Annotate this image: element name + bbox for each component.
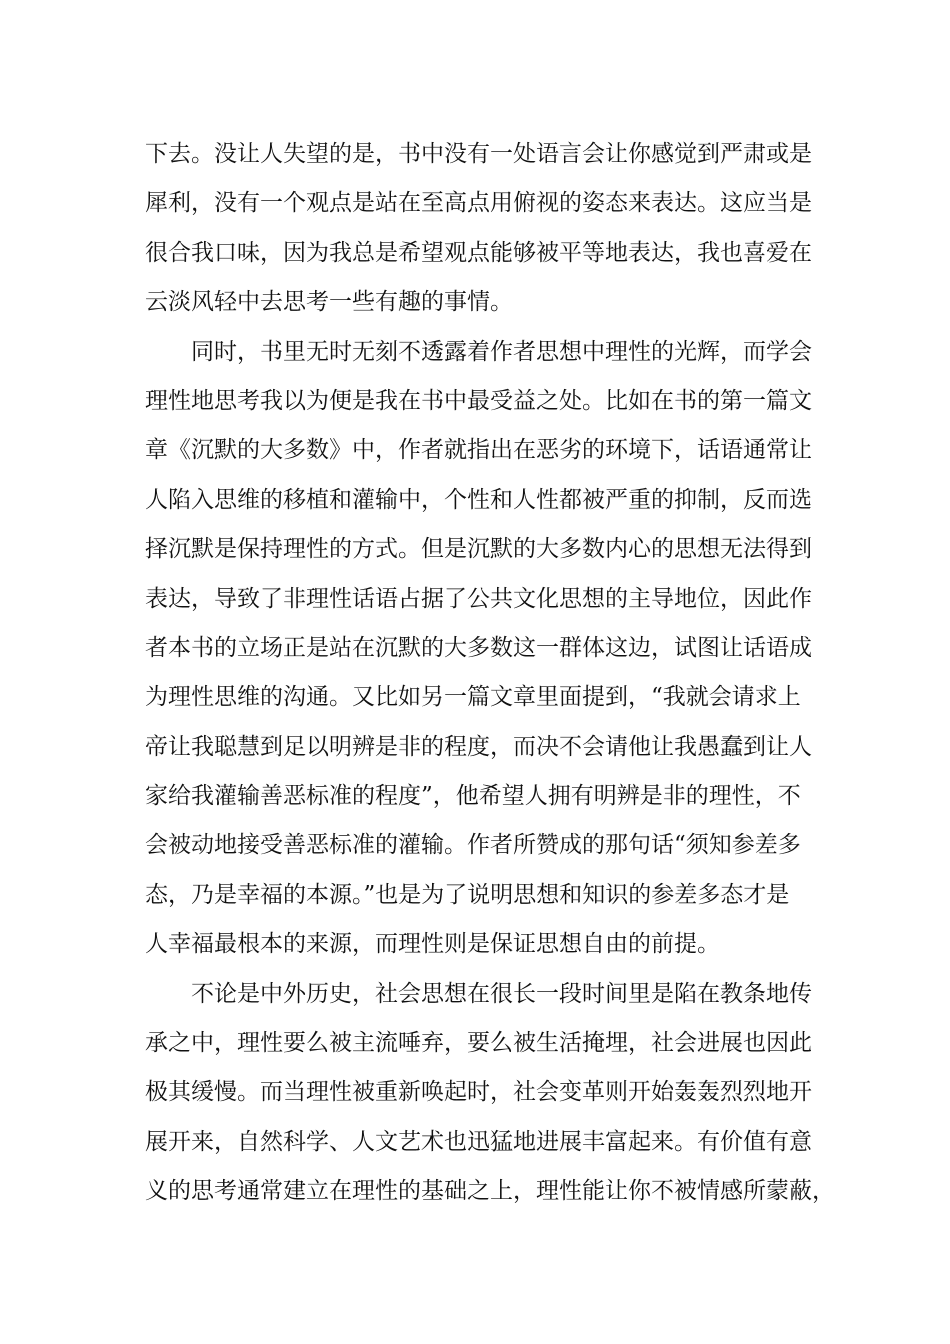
- text-line: 义的思考通常建立在理性的基础之上，理性能让你不被情感所蒙蔽，: [145, 1178, 835, 1205]
- text-line: 会被动地接受善恶标准的灌输。作者所赞成的那句话“须知参差多: [145, 832, 801, 859]
- text-line: 不论是中外历史，社会思想在很长一段时间里是陷在教条地传: [145, 980, 812, 1007]
- paragraph-2: [145, 328, 810, 970]
- text-line: 承之中，理性要么被主流唾弃，要么被生活掩埋，社会进展也因此: [145, 1030, 812, 1057]
- text-line: 人陷入思维的移植和灌输中，个性和人性都被严重的抑制，反而选: [145, 486, 812, 513]
- text-line: 很合我口味，因为我总是希望观点能够被平等地表达，我也喜爱在: [145, 239, 812, 266]
- text-line: 家给我灌输善恶标准的程度”，他希望人拥有明辨是非的理性，不: [145, 783, 801, 810]
- text-line: 者本书的立场正是站在沉默的大多数这一群体这边，试图让话语成: [145, 634, 812, 661]
- text-line: 择沉默是保持理性的方式。但是沉默的大多数内心的思想无法得到: [145, 536, 812, 563]
- text-line: 人幸福最根本的来源，而理性则是保证思想自由的前提。: [145, 931, 720, 958]
- text-line: 表达，导致了非理性话语占据了公共文化思想的主导地位，因此作: [145, 585, 812, 612]
- text-line: 帝让我聪慧到足以明辨是非的程度，而决不会请他让我愚蠢到让人: [145, 733, 812, 760]
- text-line: 同时，书里无时无刻不透露着作者思想中理性的光辉，而学会: [145, 338, 812, 365]
- text-line: 极其缓慢。而当理性被重新唤起时，社会变革则开始轰轰烈烈地开: [145, 1079, 812, 1106]
- text-line: 为理性思维的沟通。又比如另一篇文章里面提到，“我就会请求上: [145, 684, 801, 711]
- text-line: 理性地思考我以为便是我在书中最受益之处。比如在书的第一篇文: [145, 387, 812, 414]
- text-line: 云淡风轻中去思考一些有趣的事情。: [145, 289, 513, 316]
- document-body: [145, 130, 835, 1217]
- paragraph-3: [145, 970, 835, 1217]
- text-line: 犀利，没有一个观点是站在至高点用俯视的姿态来表达。这应当是: [145, 190, 812, 217]
- paragraph-1: [145, 130, 810, 328]
- text-line: 下去。没让人失望的是，书中没有一处语言会让你感觉到严肃或是: [145, 141, 812, 167]
- text-line: 展开来，自然科学、人文艺术也迅猛地进展丰富起来。有价值有意: [145, 1128, 812, 1155]
- text-line: 章《沉默的大多数》中，作者就指出在恶劣的环境下，话语通常让: [145, 437, 812, 464]
- text-line: 态，乃是幸福的本源。”也是为了说明思想和知识的参差多态才是: [145, 881, 790, 908]
